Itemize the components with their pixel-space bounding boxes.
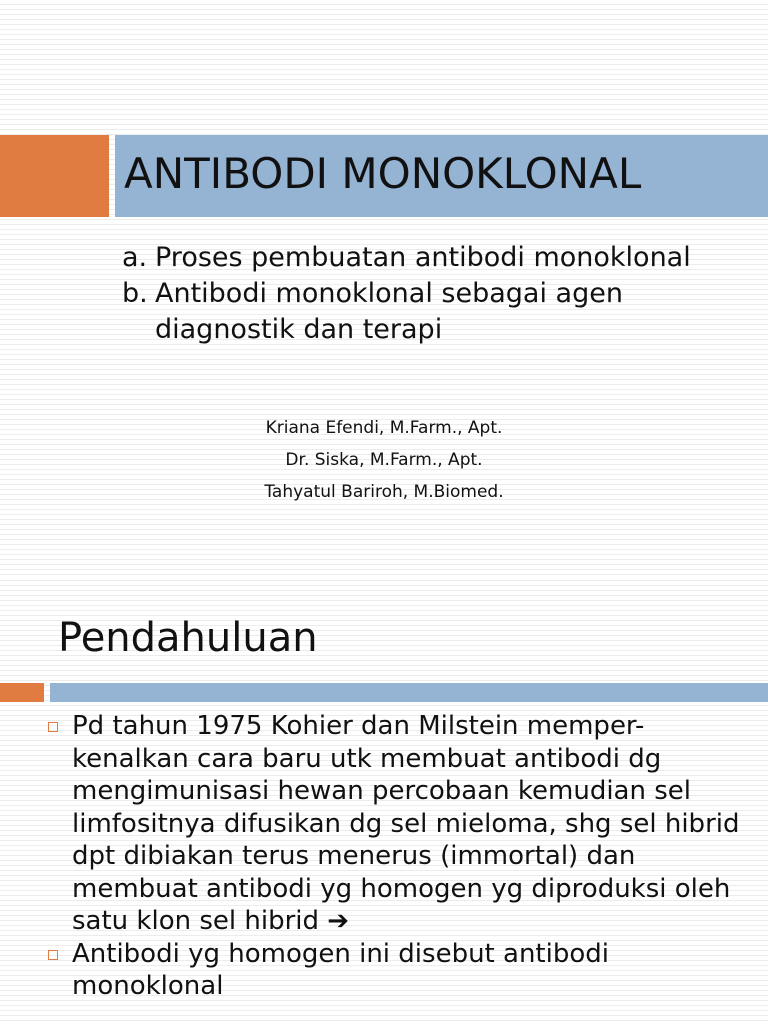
outline-item <box>122 276 675 348</box>
author-name: Tahyatul Bariroh, M.Biomed. <box>264 482 504 502</box>
square-bullet-icon <box>48 722 58 732</box>
bullet-item <box>46 710 756 938</box>
bullet-text: Antibodi yg homogen ini disebut antibodi monoklonal <box>72 938 609 1001</box>
outline-text: Antibodi monoklonal sebagai agen diagnostik dan terapi <box>155 278 623 345</box>
bullet-list <box>46 710 756 1003</box>
slide-introduction <box>0 576 768 1024</box>
title-accent-block <box>0 135 109 217</box>
authors-block <box>0 412 768 508</box>
outline-list <box>122 240 691 348</box>
author-name: Kriana Efendi, M.Farm., Apt. <box>265 418 503 438</box>
bullet-text: Pd tahun 1975 Kohier dan Milstein memper-kenalkan cara baru utk membuat antibodi dg mengimunisasi hewan percobaan kemudian sel limfositnya difusikan dg sel mieloma, shg sel hibrid dpt dibiakan terus menerus (immortal) dan membuat antibodi yg homogen yg diproduksi oleh satu klon sel hibrid <box>72 711 740 936</box>
outline-marker: b. <box>122 278 148 309</box>
outline-text: Proses pembuatan antibodi monoklonal <box>155 242 691 273</box>
slide-title-text: ANTIBODI MONOKLONAL <box>124 149 642 198</box>
bullet-item <box>46 938 756 1003</box>
right-arrow-icon: ➔ <box>327 906 350 936</box>
square-bullet-icon <box>48 950 58 960</box>
section-bar <box>50 683 768 702</box>
outline-marker: a. <box>122 242 148 273</box>
author-name: Dr. Siska, M.Farm., Apt. <box>285 450 483 470</box>
section-accent-block <box>0 683 44 702</box>
outline-item <box>122 240 691 276</box>
section-title: Pendahuluan <box>58 615 318 661</box>
